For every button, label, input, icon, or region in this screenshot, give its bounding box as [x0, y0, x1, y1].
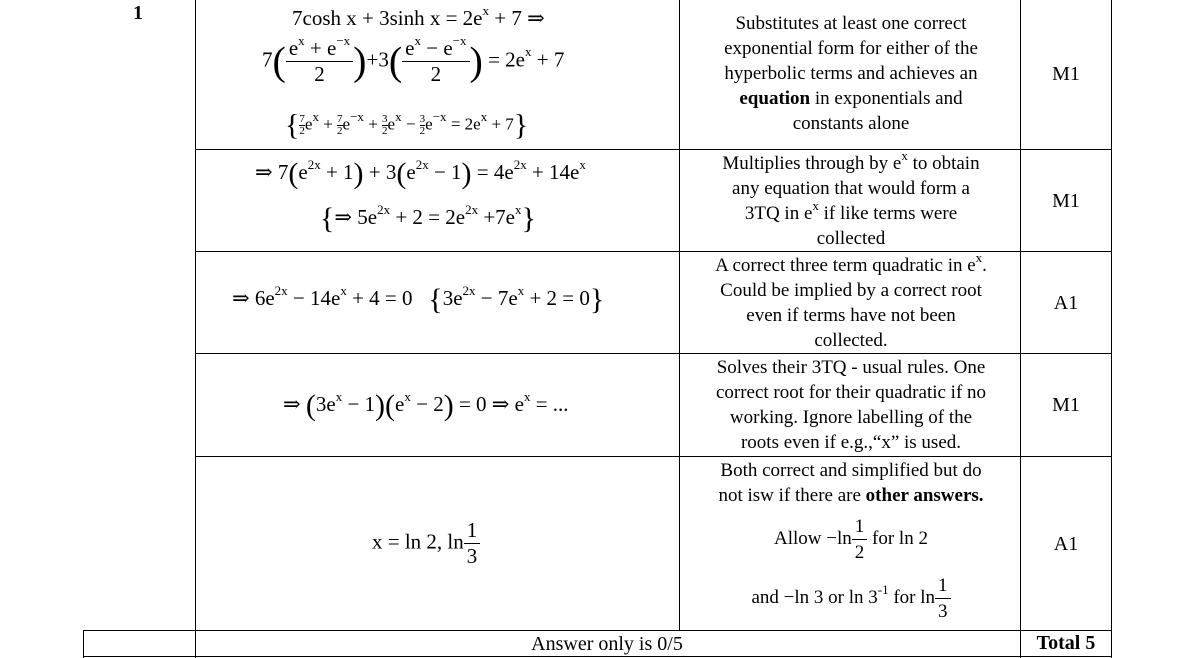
row-divider-2	[195, 251, 1112, 252]
row3-mark: A1	[1053, 292, 1079, 314]
row5-mark: A1	[1053, 533, 1079, 555]
row-divider-1	[195, 149, 1112, 150]
total-mark: Total 5	[1036, 632, 1096, 654]
question-number: 1	[133, 2, 143, 24]
answer-only-note: Answer only is 0/5	[531, 633, 683, 655]
row-divider-5	[83, 630, 1112, 631]
row3-guidance: A correct three term quadratic in $e^x$. Could be implied by a correct root even if terms have not been collected.	[715, 249, 987, 351]
table-border-outer-left	[83, 630, 84, 658]
row3-working: ⇒ $6e^{2x} - 14e^x + 4 = 0$ $\{3e^{2x} - 7e^x + 2 = 0\}$	[232, 283, 605, 317]
row-divider-3	[195, 353, 1112, 354]
row1-working-line1: 7cosh x + 3sinh $x = 2e^x + 7$ ⇒	[292, 3, 545, 30]
table-border-left	[195, 0, 196, 658]
row4-guidance: Solves their 3TQ - usual rules. One correct root for their quadratic if no working. Ignore labelling of the roots even if e.g.,“x” is used.	[715, 357, 987, 453]
row-divider-4	[195, 456, 1112, 457]
row1-guidance: Substitutes at least one correct exponential form for either of the hyperbolic terms and achieves an equation in exponentials and constants alone	[724, 13, 978, 134]
row2-working-line1: ⇒ $7(e^{2x} + 1) + 3(e^{2x} - 1) = 4e^{2x} + 14e^x$	[255, 157, 586, 191]
row1-working-line3: { $\frac{7}{2}$ $e^x$ + $\frac{7}{2}$ $e^{-x}$ + $\frac{3}{2}$ $e^x$ − $\frac{3}{2}$ $e^{-x} = 2e^x + 7$}	[285, 108, 529, 142]
table-border-mid	[679, 0, 680, 630]
row2-working-line2: {⇒ $5e^{2x} + 2 = 2e^{2x} +7e^x$}	[320, 202, 536, 236]
row1-mark: M1	[1052, 63, 1080, 85]
table-border-right	[1111, 0, 1112, 658]
row4-mark: M1	[1052, 394, 1080, 416]
row5-guidance: Both correct and simplified but do not isw if there are other answers. Allow −ln $\frac{1}{2}$ for ln 2 and −ln 3 or $\ln 3^{-1}$ for ln $\frac{1}{3}$	[718, 460, 984, 622]
row2-guidance: Multiplies through by $e^x$ to obtain any equation that would form a 3TQ in $e^x$ if like terms were collected	[722, 147, 980, 249]
row4-working: ⇒ $(3e^x - 1)(e^x - 2) = 0$ ⇒ $e^x$ = ...	[283, 389, 569, 423]
row1-working-line2: 7( $\frac{e^x + e^{-x}}{2}$ )+3( $\frac{e^x - e^{-x}}{2}$ ) = $2e^x + 7$	[262, 33, 565, 86]
row5-working: x = ln 2, ln $\frac{1}{3}$	[372, 518, 480, 569]
row2-mark: M1	[1052, 190, 1080, 212]
